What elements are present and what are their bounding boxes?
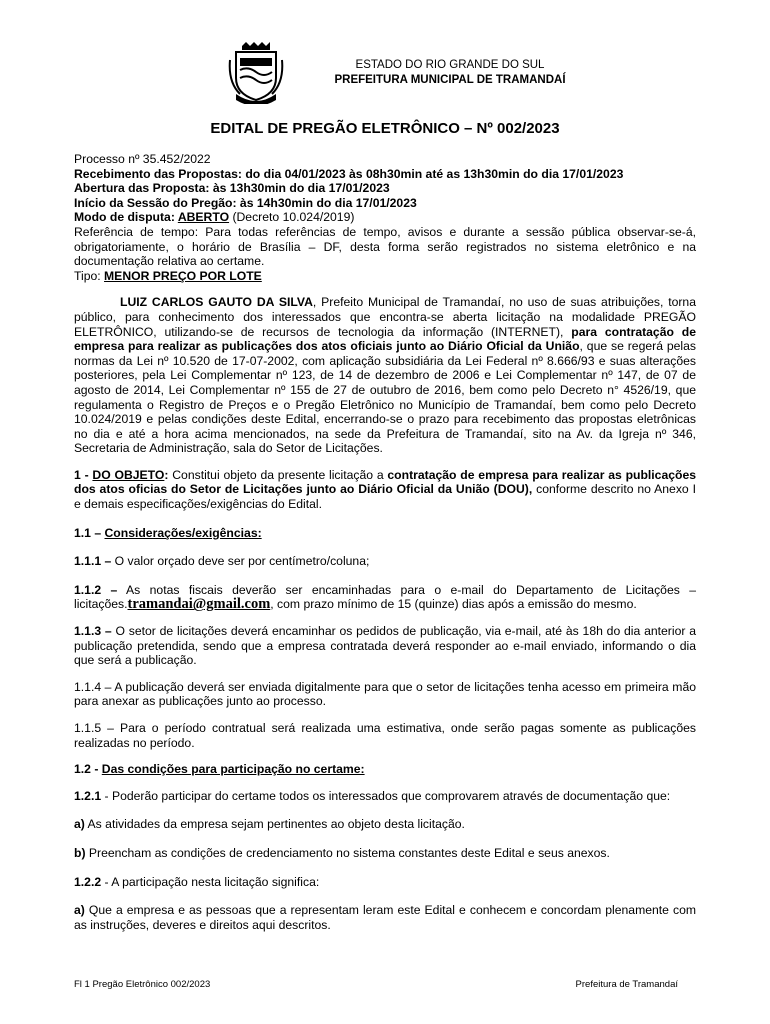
processo-line: Processo nº 35.452/2022 (74, 152, 211, 166)
abertura-line: Abertura das Proposta: às 13h30min do dia 17/01/2023 (74, 181, 390, 196)
section-1-1-num: 1.1 – (74, 525, 105, 540)
item-a-2-text: Que a empresa e as pessoas que a representam leram este Edital e conhecem e concordam plenamente com as instruções, deveres e direitos aqui descritos. (74, 903, 696, 932)
section-1-1-2-num: 1.1.2 – (74, 582, 118, 597)
item-a-1-text: As atividades da empresa sejam pertinentes ao objeto desta licitação. (84, 817, 465, 832)
document-body (74, 152, 696, 932)
section-1-2-1-num: 1.2.1 (74, 788, 102, 803)
section-1-heading: DO OBJETO (92, 467, 165, 482)
section-1-1-4: 1.1.4 – A publicação deverá ser enviada digitalmente para que o setor de licitações tenha acesso em primeira mão para anexar as publicações junto ao processo. (74, 679, 696, 709)
intro-text-1: , Prefeito Municipal de Tramandaí, no uso de suas atribuições, torna público, para conhecimento dos interessados que encontra-se aberta licitação na modalidade PREGÃO ELETRÔNICO, utilizando-se de recursos de tecnologia da informação (INTERNET), (74, 295, 696, 339)
section-1-1-1-num: 1.1.1 – (74, 554, 112, 569)
modo-decreto: (Decreto 10.024/2019) (229, 210, 355, 225)
section-1 (74, 468, 696, 512)
email-link[interactable]: tramandai@gmail.com (127, 596, 271, 613)
section-1-1-2-text-1: As notas fiscais deverão ser encaminhadas para o e-mail do Departamento de Licitações – licitações. (74, 582, 697, 612)
section-1-1-3-text: O setor de licitações deverá encaminhar os pedidos de publicação, via e-mail, até às 18h do dia anterior a publicação pretendida, sendo que a empresa contratada deverá responder ao e-mail enviado, informando o dia que será a publicação. (74, 624, 696, 668)
recebimento-line: Recebimento das Propostas: do dia 04/01/2023 às 08h30min até as 13h30min do dia 17/01/2023 (74, 166, 624, 181)
mayor-name: LUIZ CARLOS GAUTO DA SILVA (120, 295, 313, 310)
section-1-2-1-text: - Poderão participar do certame todos os interessados que comprovarem através de documentação que: (101, 788, 671, 803)
referencia-paragraph: Referência de tempo: Para todas referências de tempo, avisos e durante a sessão pública observar-se-á, obrigatoriamente, o horário de Brasília – DF, desta forma serão registrados no sistema eletrônico e na documentação relativa ao certame. (74, 224, 696, 269)
tipo-label: Tipo: (74, 268, 105, 283)
inicio-line: Início da Sessão do Pregão: às 14h30min do dia 17/01/2023 (74, 195, 417, 210)
section-1-2-2-num: 1.2.2 (74, 874, 102, 889)
section-1-text-2: conforme descrito no Anexo I e demais especificações/exigências do Edital. (74, 482, 696, 512)
municipal-coat-of-arms (228, 42, 284, 104)
item-b-1 (74, 846, 696, 861)
intro-text-2: , que se regerá pelas normas da Lei nº 10.520 de 17-07-2002, com aplicação subsidiária da Lei Federal nº 8.666/93 e suas alterações posteriores, pela Lei Complementar nº 123, de 14 de dezembro de 2006 e Lei Complementar nº 147, de 07 de agosto de 2014, Lei Complementar nº 155 de 27 de outubro de 2016, bem como pelo Decreto n° 4526/19, que regulamenta o Registro de Preços e o Pregão Eletrônico no Município de Tramandaí, bem como pelo Decreto 10.024/2019 e pelas condições deste Edital, encerrando-se o prazo para recebimento das propostas eletrônicas no dia e até a hora acima mencionados, na sede da Prefeitura de Tramandaí, sito na Av. da Igreja nº 346, Secretaria de Administração, sala do Setor de Licitações. (74, 339, 696, 456)
tipo-line (74, 269, 696, 284)
section-1-2 (74, 762, 696, 777)
modo-label: Modo de disputa: (74, 210, 178, 225)
item-b-1-text: Preencham as condições de credenciamento no sistema constantes deste Edital e seus anexos. (85, 845, 610, 860)
section-1-2-num: 1.2 - (74, 762, 102, 777)
section-1-2-heading: Das condições para participação no certame: (101, 762, 365, 777)
municipality-name: PREFEITURA MUNICIPAL DE TRAMANDAÍ (334, 74, 566, 86)
item-a-2 (74, 903, 696, 932)
item-a-1 (74, 817, 696, 832)
section-1-1-1 (74, 554, 696, 569)
modo-line (74, 210, 696, 225)
tipo-value: MENOR PREÇO POR LOTE (104, 268, 262, 283)
section-1-2-1 (74, 789, 696, 804)
page-header (300, 58, 600, 88)
section-1-1-5: 1.1.5 – Para o período contratual será realizada uma estimativa, onde serão pagas somente as publicações realizadas no período. (74, 721, 696, 750)
document-title: EDITAL DE PREGÃO ELETRÔNICO – Nº 002/2023 (210, 120, 560, 137)
section-1-1 (74, 526, 696, 541)
item-a-2-label: a) (74, 903, 85, 918)
section-1-1-3 (74, 624, 696, 668)
section-1-1-heading: Considerações/exigências: (104, 525, 262, 540)
intro-bold: para contratação de empresa para realizar as publicações dos atos oficiais junto ao Diário Oficial da União (74, 324, 696, 354)
intro-paragraph (74, 295, 696, 456)
section-1-1-2-text-2: , com prazo mínimo de 15 (quinze) dias após a emissão do mesmo. (270, 597, 637, 612)
section-1-2-2 (74, 875, 696, 890)
section-1-bold: contratação de empresa para realizar as publicações dos atos oficias do Setor de Licitações junto ao Diário Oficial da União (DOU), (74, 467, 697, 497)
footer-page-info: Fl 1 Pregão Eletrônico 002/2023 (74, 979, 211, 990)
section-1-1-2 (74, 583, 696, 612)
modo-value: ABERTO (177, 210, 230, 225)
section-1-1-3-num: 1.1.3 – (74, 624, 112, 639)
section-1-1-1-text: O valor orçado deve ser por centímetro/coluna; (111, 554, 370, 569)
state-name: ESTADO DO RIO GRANDE DO SUL (355, 59, 545, 71)
item-b-1-label: b) (74, 845, 86, 860)
item-a-1-label: a) (74, 817, 85, 832)
section-1-num: 1 - (74, 467, 93, 482)
section-1-colon: : (164, 467, 169, 482)
footer-organization: Prefeitura de Tramandaí (575, 979, 678, 990)
section-1-text-1: Constitui objeto da presente licitação a (168, 467, 388, 482)
section-1-2-2-text: - A participação nesta licitação significa: (101, 874, 320, 889)
